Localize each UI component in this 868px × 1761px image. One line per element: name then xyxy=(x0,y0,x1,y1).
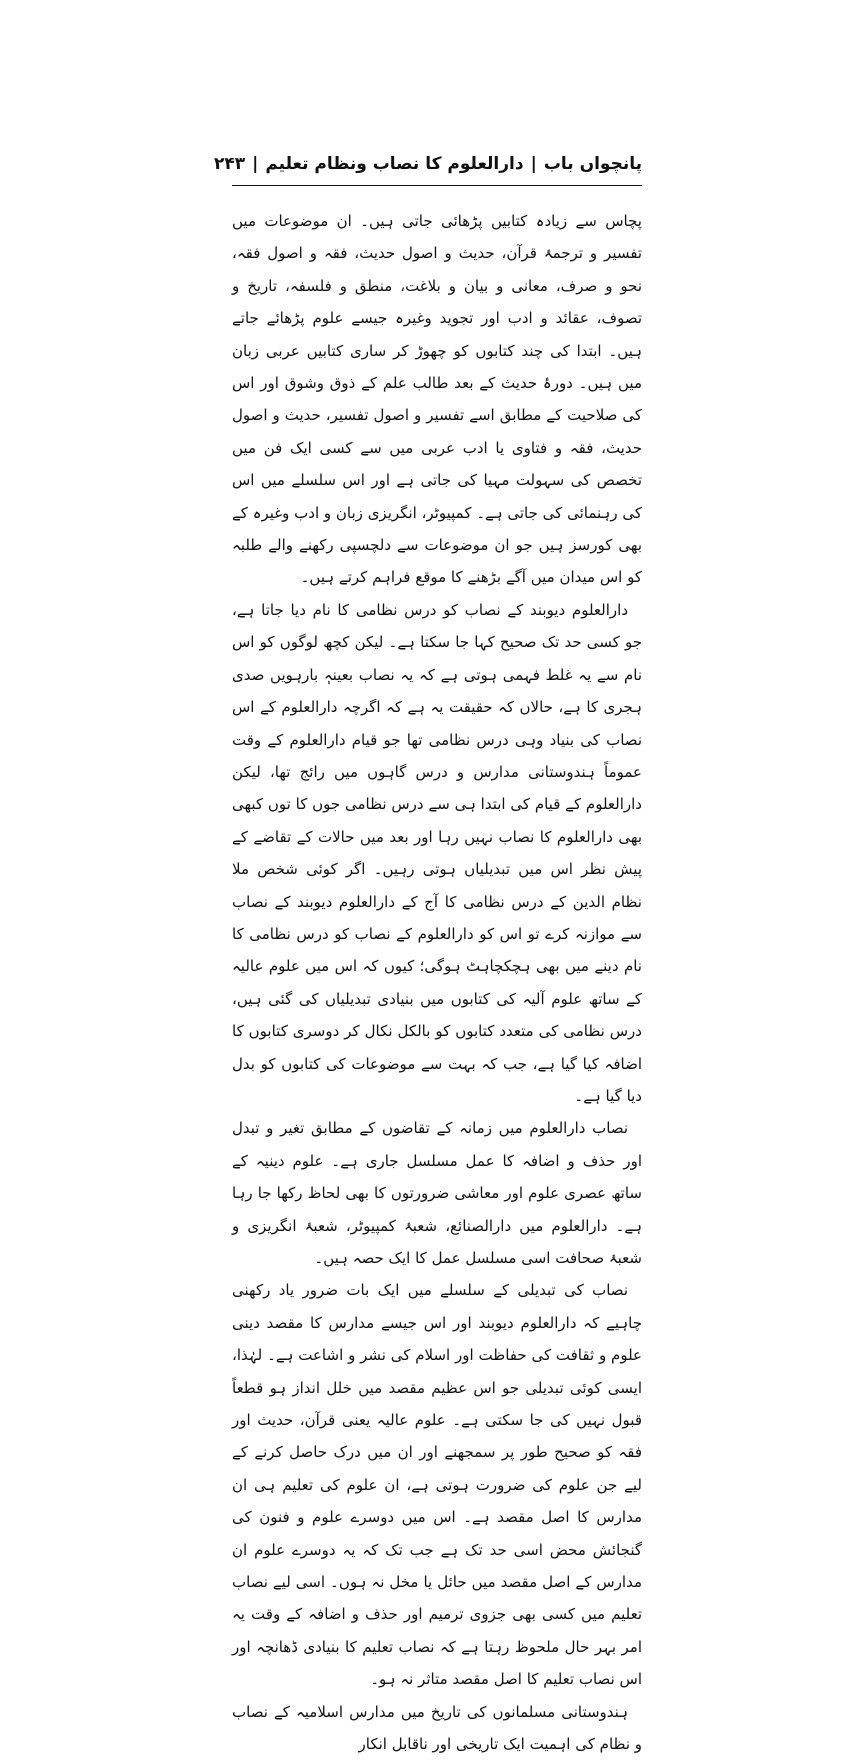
paragraph: دارالعلوم دیوبند کے نصاب کو درس نظامی کا نام دیا جاتا ہے، جو کسی حد تک صحیح کہا جا سکتا ہے۔ لیکن کچھ لوگوں کو اس نام سے یہ غلط فہمی ہوتی ہے کہ یہ نصاب بعینہٖ بارہویں صدی ہجری کا ہے، حالاں کہ حقیقت یہ ہے کہ اگرچہ دارالعلوم کے اس نصاب کی بنیاد وہی درس نظامی تھا جو قیام دارالعلوم کے وقت عموماً ہندوستانی مدارس و درس گاہوں میں رائج تھا، لیکن دارالعلوم کے قیام کی ابتدا ہی سے درس نظامی جوں کا توں کبھی بھی دارالعلوم کا نصاب نہیں رہا اور بعد میں حالات کے تقاضے کے پیش نظر اس میں تبدیلیاں ہوتی رہیں۔ اگر کوئی شخص ملا نظام الدین کے درس نظامی کا آج کے دارالعلوم دیوبند کے نصاب سے موازنہ کرے تو اس کو دارالعلوم کے نصاب کو درس نظامی کا نام دینے میں بھی ہچکچاہٹ ہوگی؛ کیوں کہ اس میں علوم عالیہ کے ساتھ علوم آلیہ کی کتابوں میں بنیادی تبدیلیاں کی گئی ہیں، درس نظامی کی متعدد کتابوں کو بالکل نکال کر دوسری کتابوں کا اضافہ کیا گیا ہے، جب کہ بہت سے موضوعات کی کتابوں کو بدل دیا گیا ہے۔ xyxy=(232,600,642,1105)
header-rule xyxy=(232,185,642,186)
paragraph: پچاس سے زیادہ کتابیں پڑھائی جاتی ہیں۔ ان موضوعات میں تفسیر و ترجمۂ قرآن، حدیث و اصول حدیث، فقہ و اصول فقہ، نحو و صرف، معانی و بیان و بلاغت، منطق و فلسفہ، تاریخ و تصوف، عقائد و ادب اور تجوید وغیرہ جیسے علوم پڑھائے جاتے ہیں۔ ابتدا کی چند کتابوں کو چھوڑ کر ساری کتابیں عربی زبان میں ہیں۔ دورۂ حدیث کے بعد طالب علم کے ذوق وشوق اور اس کی صلاحیت کے مطابق اسے تفسیر و اصول تفسیر، حدیث و اصول حدیث، فقہ و فتاوی یا ادب عربی میں سے کسی ایک فن میں تخصص کی سہولت مہیا کی جاتی ہے اور اس سلسلے میں اس کی رہنمائی کی جاتی ہے۔ کمپیوٹر، انگریزی زبان و ادب وغیرہ کے بھی کورسز ہیں جو ان موضوعات سے دلچسپی رکھنے والے طلبہ کو اس میدان میں آگے بڑھنے کا موقع فراہم کرتے ہیں۔ xyxy=(232,212,642,587)
section-title: دارالعلوم کا نصاب ونظام تعلیم xyxy=(265,154,524,174)
running-header xyxy=(213,152,642,176)
paragraph: ہندوستانی مسلمانوں کی تاریخ میں مدارس اسلامیہ کے نصاب و نظام کی اہمیت ایک تاریخی اور ناقابل انکار xyxy=(232,1702,642,1754)
chapter-title: پانچواں باب xyxy=(543,154,642,174)
body-text xyxy=(232,205,642,1761)
header-separator: | xyxy=(252,154,259,174)
paragraph: نصاب کی تبدیلی کے سلسلے میں ایک بات ضرور یاد رکھنی چاہیے کہ دارالعلوم دیوبند اور اس جیسے مدارس کا مقصد دینی علوم و ثقافت کی حفاظت اور اسلام کی نشر و اشاعت ہے۔ لہٰذا، ایسی کوئی تبدیلی جو اس عظیم مقصد میں خلل انداز ہو قطعاً قبول نہیں کی جا سکتی ہے۔ علوم عالیہ یعنی قرآن، حدیث اور فقہ کو صحیح طور پر سمجھنے اور ان میں درک حاصل کرنے کے لیے جن علوم کی ضرورت ہوتی ہے، ان علوم کی تعلیم ہی ان مدارس کا اصل مقصد ہے۔ اس میں دوسرے علوم و فنون کی گنجائش محض اسی حد تک ہے جب تک کہ یہ دوسرے علوم ان مدارس کے اصل مقصد میں حائل یا مخل نہ ہوں۔ اسی لیے نصاب تعلیم میں کسی بھی جزوی ترمیم اور حذف و اضافہ کے وقت یہ امر بہر حال ملحوظ رہتا ہے کہ نصاب تعلیم کا بنیادی ڈھانچہ اور اس نصاب تعلیم کا اصل مقصد متاثر نہ ہو۔ xyxy=(232,1281,642,1689)
paragraph: نصاب دارالعلوم میں زمانہ کے تقاضوں کے مطابق تغیر و تبدل اور حذف و اضافہ کا عمل مسلسل جاری ہے۔ علوم دینیہ کے ساتھ عصری علوم اور معاشی ضرورتوں کا بھی لحاظ رکھا جا رہا ہے۔ دارالعلوم میں دارالصنائع، شعبۂ کمپیوٹر، شعبۂ انگریزی و شعبۂ صحافت اسی مسلسل عمل کا ایک حصہ ہیں۔ xyxy=(232,1119,642,1267)
header-separator: | xyxy=(530,154,537,174)
page-number: ۲۴۳ xyxy=(213,154,246,174)
